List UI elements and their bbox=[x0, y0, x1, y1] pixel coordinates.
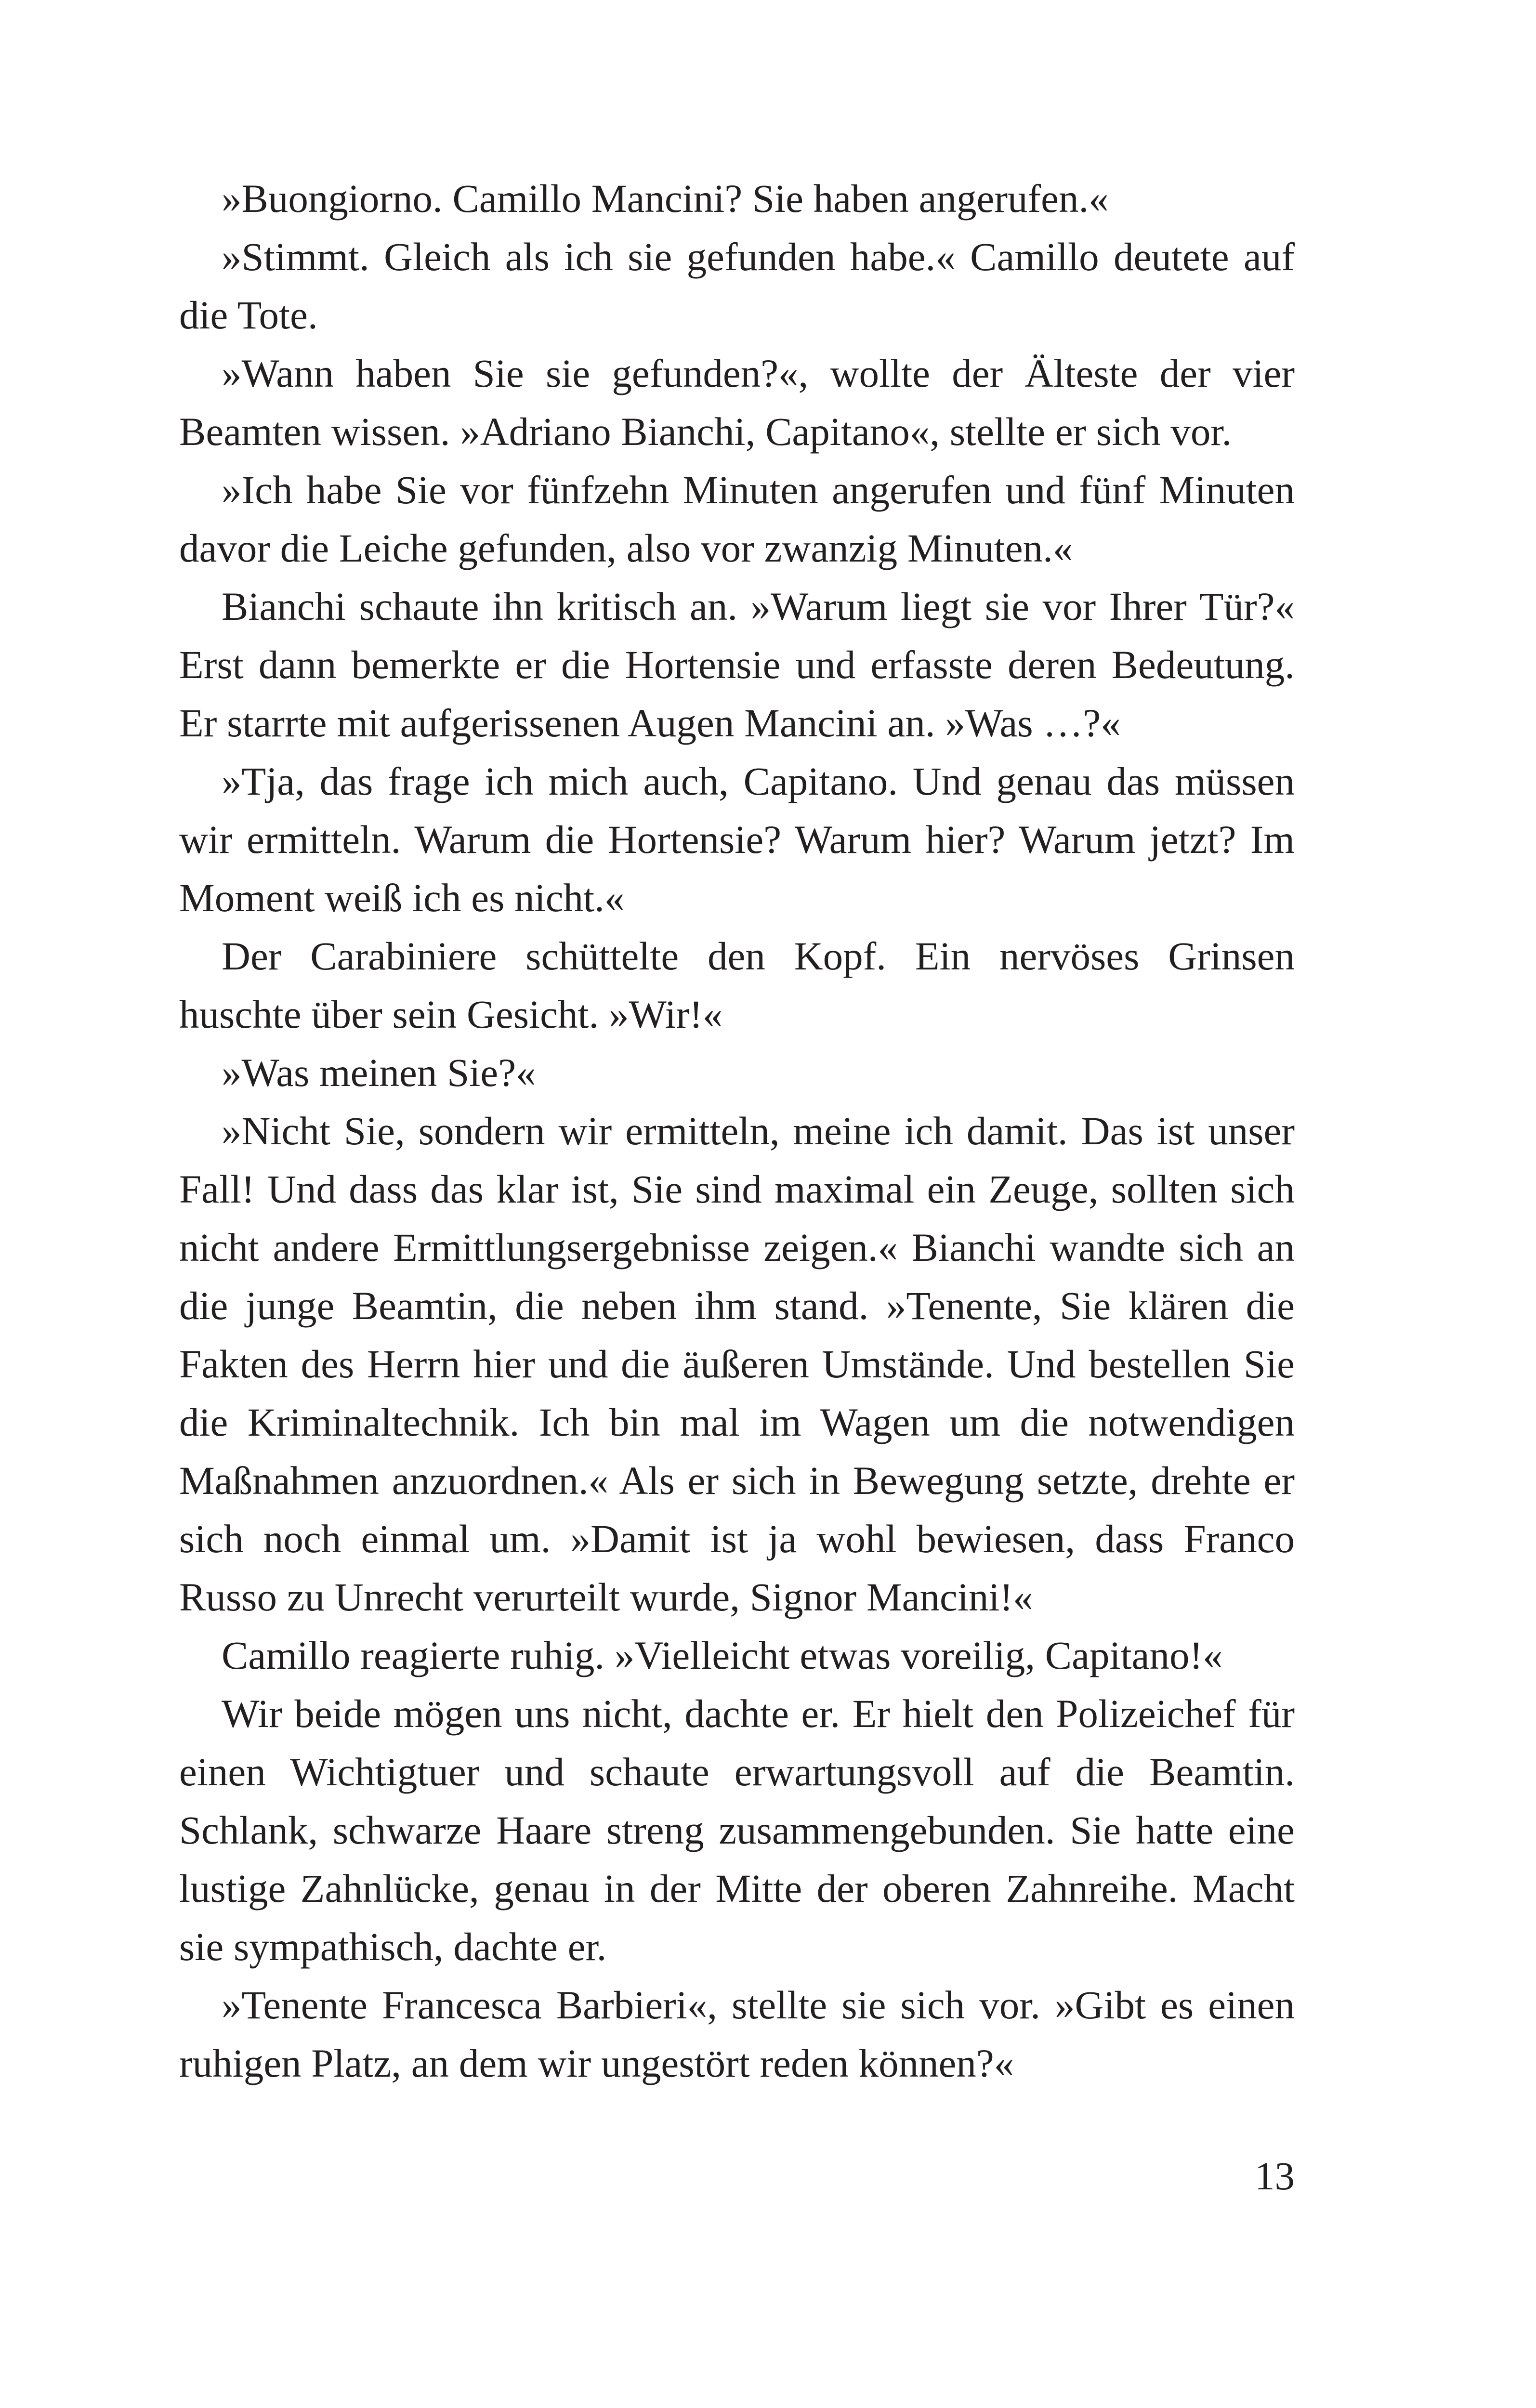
paragraph-7: Der Carabiniere schüttelte den Kopf. Ein nervöses Grinsen huschte über sein Gesicht. »Wir!« bbox=[179, 934, 1295, 1036]
paragraph-4: »Ich habe Sie vor fünfzehn Minuten angerufen und fünf Minuten davor die Leiche gefunden, also vor zwanzig Minuten.« bbox=[179, 468, 1295, 570]
body-text bbox=[179, 170, 1295, 2093]
page-number: 13 bbox=[1255, 2154, 1295, 2198]
paragraph-6: »Tja, das frage ich mich auch, Capitano. Und genau das müssen wir ermitteln. Warum die Hortensie? Warum hier? Warum jetzt? Im Moment weiß ich es nicht.« bbox=[179, 759, 1295, 920]
paragraph-10: Camillo reagierte ruhig. »Vielleicht etwas voreilig, Capitano!« bbox=[222, 1633, 1223, 1677]
paragraph-9: »Nicht Sie, sondern wir ermitteln, meine ich damit. Das ist unser Fall! Und dass das klar ist, Sie sind maximal ein Zeuge, sollten sich nicht andere Ermittlungsergebnisse zeigen.« Bianchi wandte sich an die junge Beamtin, die neben ihm stand. »Tenente, Sie klären die Fakten des Herrn hier und die äußeren Umstände. Und bestellen Sie die Kriminaltechnik. Ich bin mal im Wagen um die notwendigen Maßnahmen anzuordnen.« Als er sich in Bewegung setzte, drehte er sich noch einmal um. »Damit ist ja wohl bewiesen, dass Franco Russo zu Unrecht verurteilt wurde, Signor Mancini!« bbox=[179, 1109, 1295, 1619]
paragraph-12: »Tenente Francesca Barbieri«, stellte sie sich vor. »Gibt es einen ruhigen Platz, an dem wir ungestört reden können?« bbox=[179, 1983, 1295, 2085]
paragraph-8: »Was meinen Sie?« bbox=[222, 1050, 536, 1095]
paragraph-3: »Wann haben Sie sie gefunden?«, wollte der Älteste der vier Beamten wissen. »Adriano Bianchi, Capitano«, stellte er sich vor. bbox=[179, 351, 1295, 454]
paragraph-5: Bianchi schaute ihn kritisch an. »Warum liegt sie vor Ihrer Tür?« Erst dann bemerkte er die Hortensie und erfasste deren Bedeutung. Er starrte mit aufgerissenen Augen Mancini an. »Was …?« bbox=[179, 584, 1295, 745]
paragraph-2: »Stimmt. Gleich als ich sie gefunden habe.« Camillo deutete auf die Tote. bbox=[179, 235, 1295, 337]
paragraph-11: Wir beide mögen uns nicht, dachte er. Er hielt den Polizeichef für einen Wichtigtuer und schaute erwartungsvoll auf die Beamtin. Schlank, schwarze Haare streng zusammengebunden. Sie hatte eine lustige Zahnlücke, genau in der Mitte der oberen Zahnreihe. Macht sie sympathisch, dachte er. bbox=[179, 1691, 1295, 1969]
paragraph-1: »Buongiorno. Camillo Mancini? Sie haben angerufen.« bbox=[222, 176, 1109, 221]
